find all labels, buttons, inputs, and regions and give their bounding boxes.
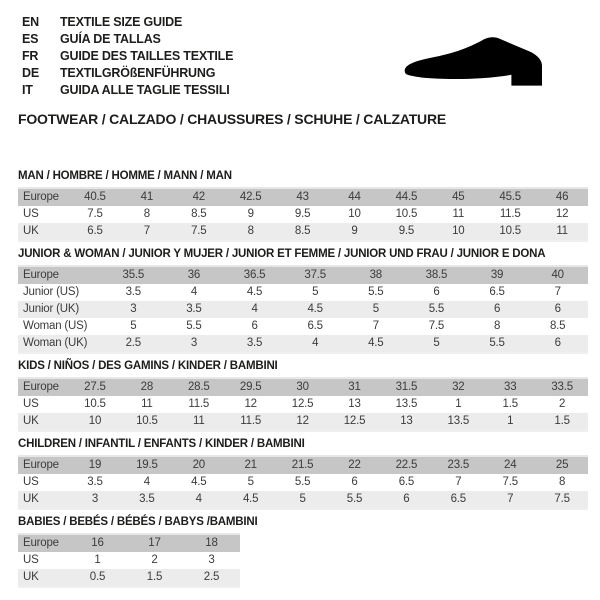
row-label: UK: [23, 225, 39, 237]
size-value: 11.5: [188, 398, 210, 410]
size-value: 7: [507, 493, 514, 505]
size-value: 6: [433, 286, 440, 298]
size-value: 40: [551, 269, 564, 281]
size-table-kids: [18, 377, 588, 432]
size-value: 7: [372, 320, 379, 332]
size-value: 10.5: [84, 398, 106, 410]
size-value: 5.5: [368, 286, 384, 298]
table-row: [18, 491, 588, 508]
size-table-junior-woman: [18, 265, 588, 354]
shoe-icon: [398, 33, 578, 95]
size-value: 8: [559, 476, 566, 488]
section-title: KIDS / NIÑOS / DES GAMINS / KINDER / BAMBINI: [18, 360, 278, 372]
size-value: 8.5: [294, 225, 311, 237]
size-value: 11: [556, 225, 568, 237]
size-value: 33.5: [551, 381, 573, 393]
size-value: 32: [452, 381, 465, 393]
size-value: 8: [143, 208, 150, 220]
size-value: 9.5: [398, 225, 415, 237]
language-row: [22, 14, 600, 31]
size-value: 4.5: [307, 303, 323, 315]
size-value: 44: [348, 191, 361, 203]
row-label: UK: [23, 415, 39, 427]
table-row: [18, 284, 588, 301]
size-value: 1: [507, 415, 514, 427]
size-value: 7.5: [87, 208, 103, 220]
language-code: FR: [22, 49, 39, 63]
size-value: 8: [247, 225, 254, 237]
size-value: 3.5: [87, 476, 103, 488]
row-label: Europe: [23, 537, 59, 549]
size-value: 7.5: [428, 320, 445, 332]
table-row: [18, 552, 240, 569]
section-title: JUNIOR & WOMAN / JUNIOR Y MUJER / JUNIOR ET FEMME / JUNIOR UND FRAU / JUNIOR E DONA: [18, 248, 546, 260]
section-title: CHILDREN / INFANTIL / ENFANTS / KINDER / BAMBINI: [18, 438, 305, 450]
size-value: 22: [348, 459, 361, 471]
size-value: 6: [493, 303, 501, 315]
size-table-babies: [18, 533, 240, 588]
size-value: 4: [195, 493, 202, 505]
size-value: 9: [247, 208, 254, 220]
language-code: IT: [22, 83, 33, 97]
size-value: 11: [192, 415, 205, 427]
table-row: [18, 535, 240, 552]
size-table-man: [18, 187, 588, 242]
table-row: [18, 396, 588, 413]
shoe-silhouette: [398, 33, 578, 95]
size-value: 30: [296, 381, 309, 393]
size-value: 6: [403, 493, 410, 505]
size-value: 2: [559, 398, 566, 410]
section-title: BABIES / BEBÉS / BÉBÉS / BABYS /BAMBINI: [18, 516, 258, 528]
size-value: 4: [251, 303, 258, 315]
size-value: 10.5: [136, 415, 158, 427]
size-value: 16: [91, 537, 104, 549]
size-value: 12.5: [291, 398, 314, 410]
size-value: 10.5: [395, 208, 418, 220]
size-value: 6.5: [489, 286, 505, 298]
row-label: Europe: [23, 191, 59, 203]
size-value: 6.5: [450, 493, 466, 505]
size-value: 13.5: [447, 415, 470, 427]
size-value: 3.5: [186, 303, 202, 315]
size-value: 22.5: [395, 459, 418, 471]
size-value: 3: [208, 554, 215, 566]
table-row: [18, 413, 588, 430]
row-label: US: [23, 398, 39, 410]
size-table-children: [18, 455, 588, 510]
size-value: 1.5: [554, 415, 570, 427]
size-value: 6: [554, 337, 561, 349]
table-row: [18, 474, 588, 491]
size-value: 5.5: [346, 493, 363, 505]
size-value: 4.5: [242, 493, 259, 505]
size-value: 28: [140, 381, 154, 393]
size-value: 4.5: [191, 476, 207, 488]
category-heading: FOOTWEAR / CALZADO / CHAUSSURES / SCHUHE / CALZATURE: [18, 111, 447, 127]
size-value: 12.5: [343, 415, 366, 427]
size-value: 44.5: [395, 191, 418, 203]
size-value: 24: [504, 459, 517, 471]
row-label: UK: [23, 493, 39, 505]
table-row: [18, 569, 240, 586]
language-label: TEXTILE SIZE GUIDE: [60, 15, 183, 29]
size-value: 3: [190, 337, 198, 349]
size-value: 5.5: [186, 320, 202, 332]
header: [0, 0, 600, 127]
size-value: 27.5: [84, 381, 106, 393]
size-value: 9: [351, 225, 358, 237]
table-row: [18, 318, 588, 335]
language-label: GUIDA ALLE TAGLIE TESSILI: [60, 83, 230, 97]
size-value: 36.5: [243, 269, 266, 281]
size-value: 41: [140, 191, 154, 203]
size-value: 8.5: [191, 208, 207, 220]
size-value: 3.5: [139, 493, 155, 505]
size-value: 8.5: [549, 320, 566, 332]
size-value: 12: [244, 398, 257, 410]
size-value: 3: [130, 303, 137, 315]
size-value: 5: [299, 493, 306, 505]
size-value: 12: [296, 415, 309, 427]
size-value: 37.5: [304, 269, 326, 281]
size-section-children: [18, 438, 600, 510]
size-value: 36: [187, 269, 201, 281]
row-label: US: [23, 554, 39, 566]
size-value: 3.5: [246, 337, 263, 349]
size-section-kids: [18, 360, 600, 432]
size-value: 1.5: [146, 571, 163, 583]
size-value: 6.5: [307, 320, 323, 332]
size-value: 35.5: [122, 269, 145, 281]
size-value: 5: [130, 320, 137, 332]
size-value: 9.5: [294, 208, 311, 220]
size-value: 13: [348, 398, 361, 410]
size-value: 1: [94, 554, 101, 566]
size-value: 2.5: [125, 337, 141, 349]
size-value: 18: [205, 537, 218, 549]
size-value: 4.5: [246, 286, 263, 298]
size-value: 4: [312, 337, 319, 349]
table-row: [18, 379, 588, 396]
size-value: 4: [190, 286, 198, 298]
size-value: 11: [141, 398, 153, 410]
row-label: Europe: [23, 269, 59, 281]
size-value: 42.5: [239, 191, 262, 203]
size-value: 7: [554, 286, 561, 298]
size-value: 42: [192, 191, 205, 203]
table-row: [18, 267, 588, 284]
table-row: [18, 457, 588, 474]
size-value: 11: [452, 208, 465, 220]
size-value: 31: [348, 381, 361, 393]
size-value: 1.5: [502, 398, 518, 410]
size-value: 38.5: [425, 269, 448, 281]
row-label: US: [23, 208, 39, 220]
language-code: EN: [22, 15, 39, 29]
size-value: 31.5: [395, 381, 418, 393]
size-value: 7.5: [502, 476, 518, 488]
size-value: 19: [88, 459, 102, 471]
size-value: 6: [351, 476, 358, 488]
size-value: 40.5: [84, 191, 106, 203]
size-value: 10.5: [499, 225, 521, 237]
table-row: [18, 223, 588, 240]
size-value: 2.5: [203, 571, 220, 583]
table-row: [18, 301, 588, 318]
size-value: 6: [554, 303, 561, 315]
size-value: 0.5: [89, 571, 106, 583]
size-value: 2: [151, 554, 158, 566]
size-value: 39: [490, 269, 504, 281]
size-value: 3.5: [125, 286, 141, 298]
size-value: 17: [148, 537, 161, 549]
size-value: 33: [504, 381, 517, 393]
size-value: 6.5: [398, 476, 415, 488]
size-value: 10: [88, 415, 102, 427]
size-value: 46: [555, 191, 569, 203]
table-row: [18, 335, 588, 352]
size-value: 21: [244, 459, 257, 471]
size-value: 38: [369, 269, 383, 281]
size-value: 4.5: [368, 337, 384, 349]
size-value: 20: [192, 459, 205, 471]
size-section-junior-woman: [18, 248, 600, 354]
size-value: 5.5: [294, 476, 311, 488]
size-value: 29.5: [239, 381, 262, 393]
size-value: 21.5: [291, 459, 314, 471]
size-value: 4: [143, 476, 150, 488]
size-value: 28.5: [187, 381, 210, 393]
table-row: [18, 189, 588, 206]
row-label: Europe: [23, 381, 59, 393]
size-tables: [18, 170, 600, 588]
size-value: 5: [433, 337, 440, 349]
size-value: 19.5: [136, 459, 158, 471]
size-value: 8: [493, 320, 501, 332]
size-value: 6: [251, 320, 258, 332]
row-label: Junior (UK): [23, 303, 79, 315]
size-value: 7: [455, 476, 462, 488]
table-row: [18, 206, 588, 223]
language-label: TEXTILGRÖßENFÜHRUNG: [60, 66, 216, 80]
size-value: 23.5: [447, 459, 470, 471]
size-value: 11.5: [499, 208, 521, 220]
size-value: 7.5: [554, 493, 570, 505]
language-code: ES: [22, 32, 39, 46]
size-value: 10: [452, 225, 465, 237]
row-label: Europe: [23, 459, 59, 471]
size-value: 5.5: [489, 337, 505, 349]
section-title: MAN / HOMBRE / HOMME / MANN / MAN: [18, 170, 232, 182]
size-value: 12: [555, 208, 569, 220]
size-value: 11.5: [240, 415, 262, 427]
size-value: 7: [143, 225, 150, 237]
size-value: 3: [91, 493, 99, 505]
size-value: 45.5: [499, 191, 521, 203]
size-section-man: [18, 170, 600, 242]
size-value: 10: [348, 208, 361, 220]
row-label: Woman (UK): [23, 337, 88, 349]
size-value: 5: [312, 286, 319, 298]
size-value: 6.5: [87, 225, 103, 237]
language-label: GUIDE DES TAILLES TEXTILE: [60, 49, 234, 63]
row-label: UK: [23, 571, 39, 583]
row-label: Junior (US): [23, 286, 79, 298]
size-value: 1: [455, 398, 462, 410]
size-value: 13.5: [395, 398, 418, 410]
language-code: DE: [22, 66, 39, 80]
size-section-babies: [18, 516, 600, 588]
size-value: 7.5: [191, 225, 207, 237]
size-value: 5.5: [428, 303, 445, 315]
size-value: 13: [400, 415, 413, 427]
row-label: Woman (US): [23, 320, 88, 332]
language-label: GUÍA DE TALLAS: [60, 32, 161, 46]
size-value: 25: [555, 459, 569, 471]
size-value: 5: [247, 476, 254, 488]
row-label: US: [23, 476, 39, 488]
size-value: 43: [296, 191, 309, 203]
size-value: 5: [372, 303, 379, 315]
size-value: 45: [452, 191, 465, 203]
